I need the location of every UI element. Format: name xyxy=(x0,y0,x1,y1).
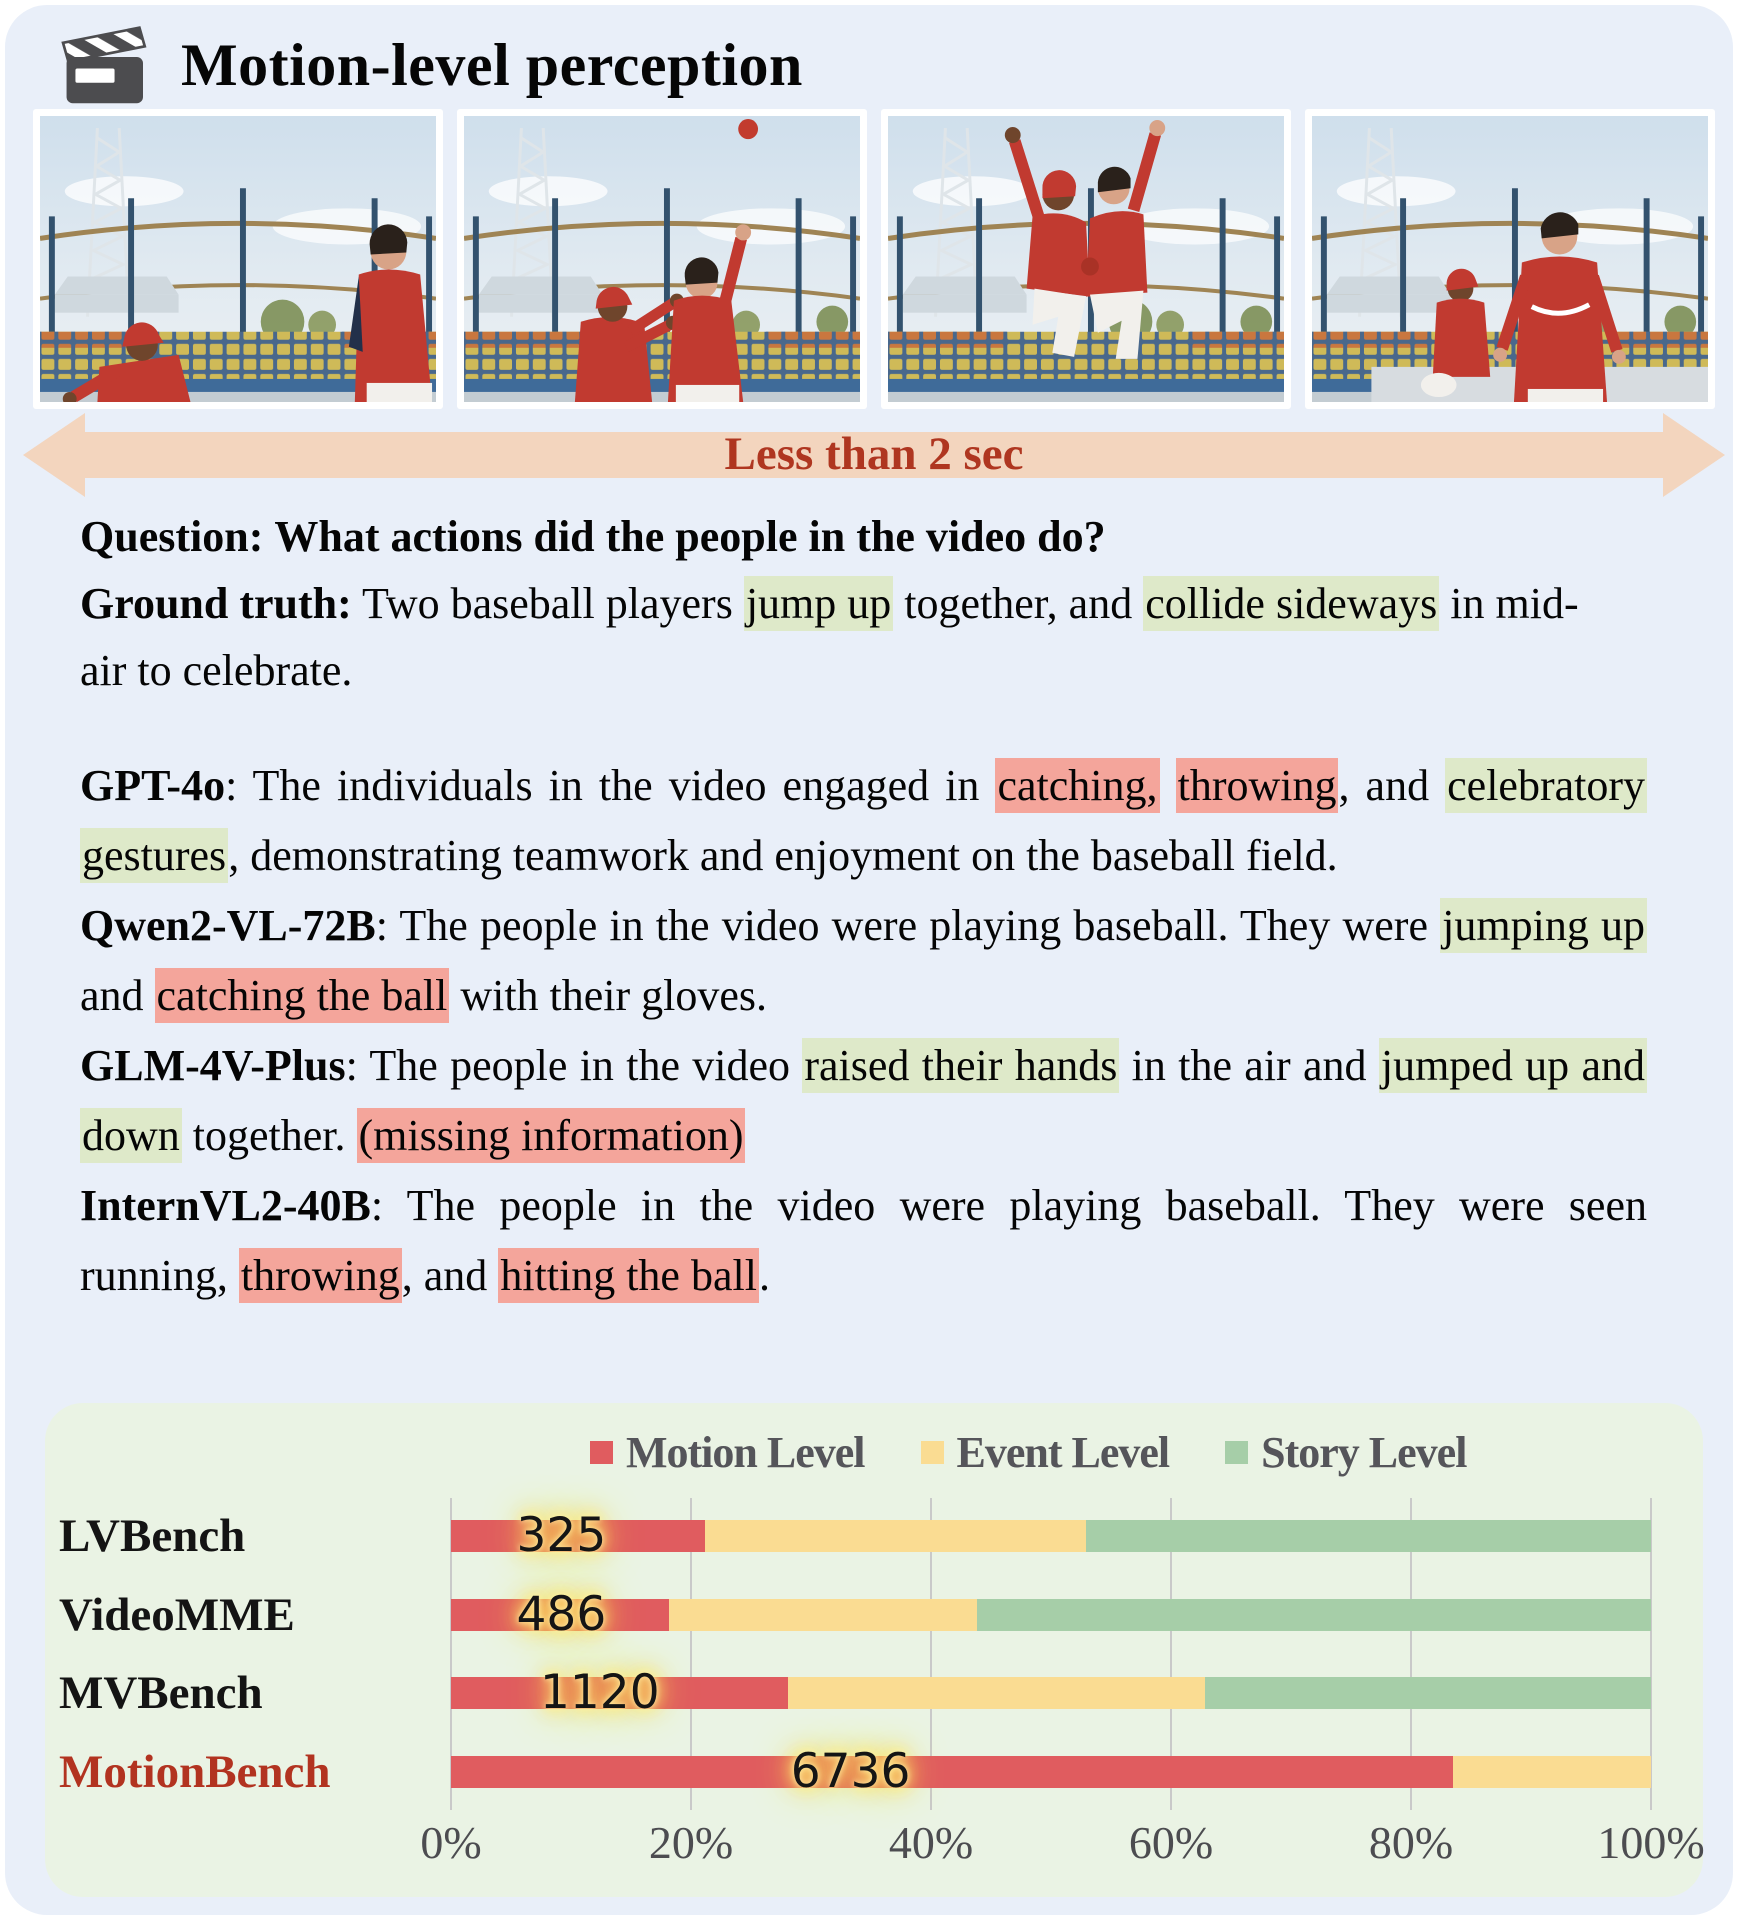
video-frame-4 xyxy=(1305,109,1715,409)
legend-swatch xyxy=(590,1441,613,1464)
bar-row-motionbench xyxy=(451,1756,1651,1788)
plain-text xyxy=(1160,761,1176,810)
bar-segment-event-level xyxy=(705,1520,1085,1552)
legend-item-story-level xyxy=(1225,1427,1466,1478)
x-tick-60pct: 60% xyxy=(1128,1817,1214,1868)
model-name: GPT-4o xyxy=(80,761,226,810)
legend-label: Motion Level xyxy=(626,1428,865,1477)
highlight-correct: jumping up xyxy=(1440,898,1647,953)
duration-arrow xyxy=(23,413,1725,497)
highlight-wrong: catching the ball xyxy=(155,968,450,1023)
answer-qwen2-vl-72b xyxy=(80,891,1647,1031)
plain-text: . xyxy=(758,1251,770,1300)
legend-swatch xyxy=(921,1441,944,1464)
highlight-wrong: throwing xyxy=(239,1248,402,1303)
bar-segment-event-level xyxy=(1453,1756,1651,1788)
category-label-motionbench: MotionBench xyxy=(59,1746,331,1798)
bar-segment-story-level xyxy=(1205,1677,1651,1709)
plain-text: : The individuals in the video engaged in xyxy=(225,761,996,810)
plain-text: , and xyxy=(1338,761,1446,810)
bar-value-label: 486 xyxy=(516,1587,607,1642)
plain-text: : The people in the video xyxy=(345,1041,803,1090)
highlight-wrong: catching, xyxy=(995,758,1159,813)
bar-segment-event-level xyxy=(669,1599,976,1631)
question-block xyxy=(80,503,1605,704)
legend-label: Event Level xyxy=(956,1428,1170,1477)
answer-glm-4v-plus xyxy=(80,1031,1647,1171)
plain-text: in mid-air to celebrate. xyxy=(80,579,1579,695)
plain-text: and xyxy=(80,971,155,1020)
x-tick-40pct: 40% xyxy=(888,1817,974,1868)
header xyxy=(57,25,803,105)
plain-text: : The people in the video were playing baseball. They were xyxy=(375,901,1441,950)
chart-legend xyxy=(590,1427,1466,1478)
x-tick-0pct: 0% xyxy=(420,1817,482,1868)
question-line xyxy=(80,503,1605,570)
plain-text: in the air and xyxy=(1119,1041,1379,1090)
plain-text: with their gloves. xyxy=(449,971,768,1020)
plain-text: together, and xyxy=(893,579,1144,628)
video-frame-2 xyxy=(457,109,867,409)
category-label-mvbench: MVBench xyxy=(59,1667,263,1719)
highlight-wrong: hitting the ball xyxy=(498,1248,759,1303)
legend-swatch xyxy=(1225,1441,1248,1464)
legend-item-motion-level xyxy=(590,1427,865,1478)
bar-segment-motion-level xyxy=(451,1756,1453,1788)
answer-internvl2-40b xyxy=(80,1171,1647,1311)
category-label-videomme: VideoMME xyxy=(59,1589,295,1641)
legend-item-event-level xyxy=(921,1427,1170,1478)
clapperboard-icon xyxy=(57,25,149,105)
figure-card xyxy=(5,5,1733,1915)
category-label-lvbench: LVBench xyxy=(59,1510,246,1562)
bar-row-lvbench xyxy=(451,1520,1651,1552)
baseball xyxy=(738,119,758,139)
highlight-correct: celebratory gestures xyxy=(80,758,1647,883)
ground-truth-label: Ground truth: xyxy=(80,579,352,628)
video-frame-1 xyxy=(33,109,443,409)
model-name: GLM-4V-Plus xyxy=(80,1041,346,1090)
question-label: Question: xyxy=(80,512,264,561)
bar-segment-story-level xyxy=(977,1599,1651,1631)
bar-value-label: 325 xyxy=(516,1508,607,1563)
answer-gpt4o xyxy=(80,751,1647,891)
plain-text: : The people in the video were playing baseball. They were seen running, xyxy=(80,1181,1647,1300)
plain-text: , and xyxy=(401,1251,499,1300)
model-answers xyxy=(80,751,1647,1311)
bar-value-label: 6736 xyxy=(790,1744,911,1799)
highlight-correct: raised their hands xyxy=(802,1038,1119,1093)
bar-segment-event-level xyxy=(788,1677,1204,1709)
highlight-wrong: (missing information) xyxy=(357,1108,746,1163)
bar-segment-story-level xyxy=(1086,1520,1651,1552)
highlight-correct: jump up xyxy=(744,576,893,631)
legend-label: Story Level xyxy=(1261,1428,1467,1477)
answer-text xyxy=(80,758,1647,883)
plain-text: Two baseball players xyxy=(351,579,744,628)
plain-text: together. xyxy=(181,1111,357,1160)
highlight-correct: jumped up and down xyxy=(80,1038,1647,1163)
video-frames-strip xyxy=(33,109,1715,409)
highlight-wrong: throwing xyxy=(1176,758,1339,813)
question-text: What actions did the people in the video do? xyxy=(274,512,1106,561)
highlight-correct: collide sideways xyxy=(1143,576,1439,631)
bar-value-label: 1120 xyxy=(539,1665,660,1720)
x-tick-80pct: 80% xyxy=(1368,1817,1454,1868)
stats-panel xyxy=(45,1403,1703,1897)
model-name: Qwen2-VL-72B xyxy=(80,901,376,950)
model-name: InternVL2-40B xyxy=(80,1181,371,1230)
ground-truth-line xyxy=(80,570,1605,704)
x-tick-20pct: 20% xyxy=(648,1817,734,1868)
x-tick-100pct: 100% xyxy=(1597,1817,1705,1868)
chart-plot xyxy=(59,1498,1705,1868)
video-frame-3 xyxy=(881,109,1291,409)
page-title: Motion-level perception xyxy=(181,31,803,98)
bar-row-videomme xyxy=(451,1599,1651,1631)
duration-label: Less than 2 sec xyxy=(724,428,1024,480)
plain-text: , demonstrating teamwork and enjoyment on the baseball field. xyxy=(228,831,1338,880)
